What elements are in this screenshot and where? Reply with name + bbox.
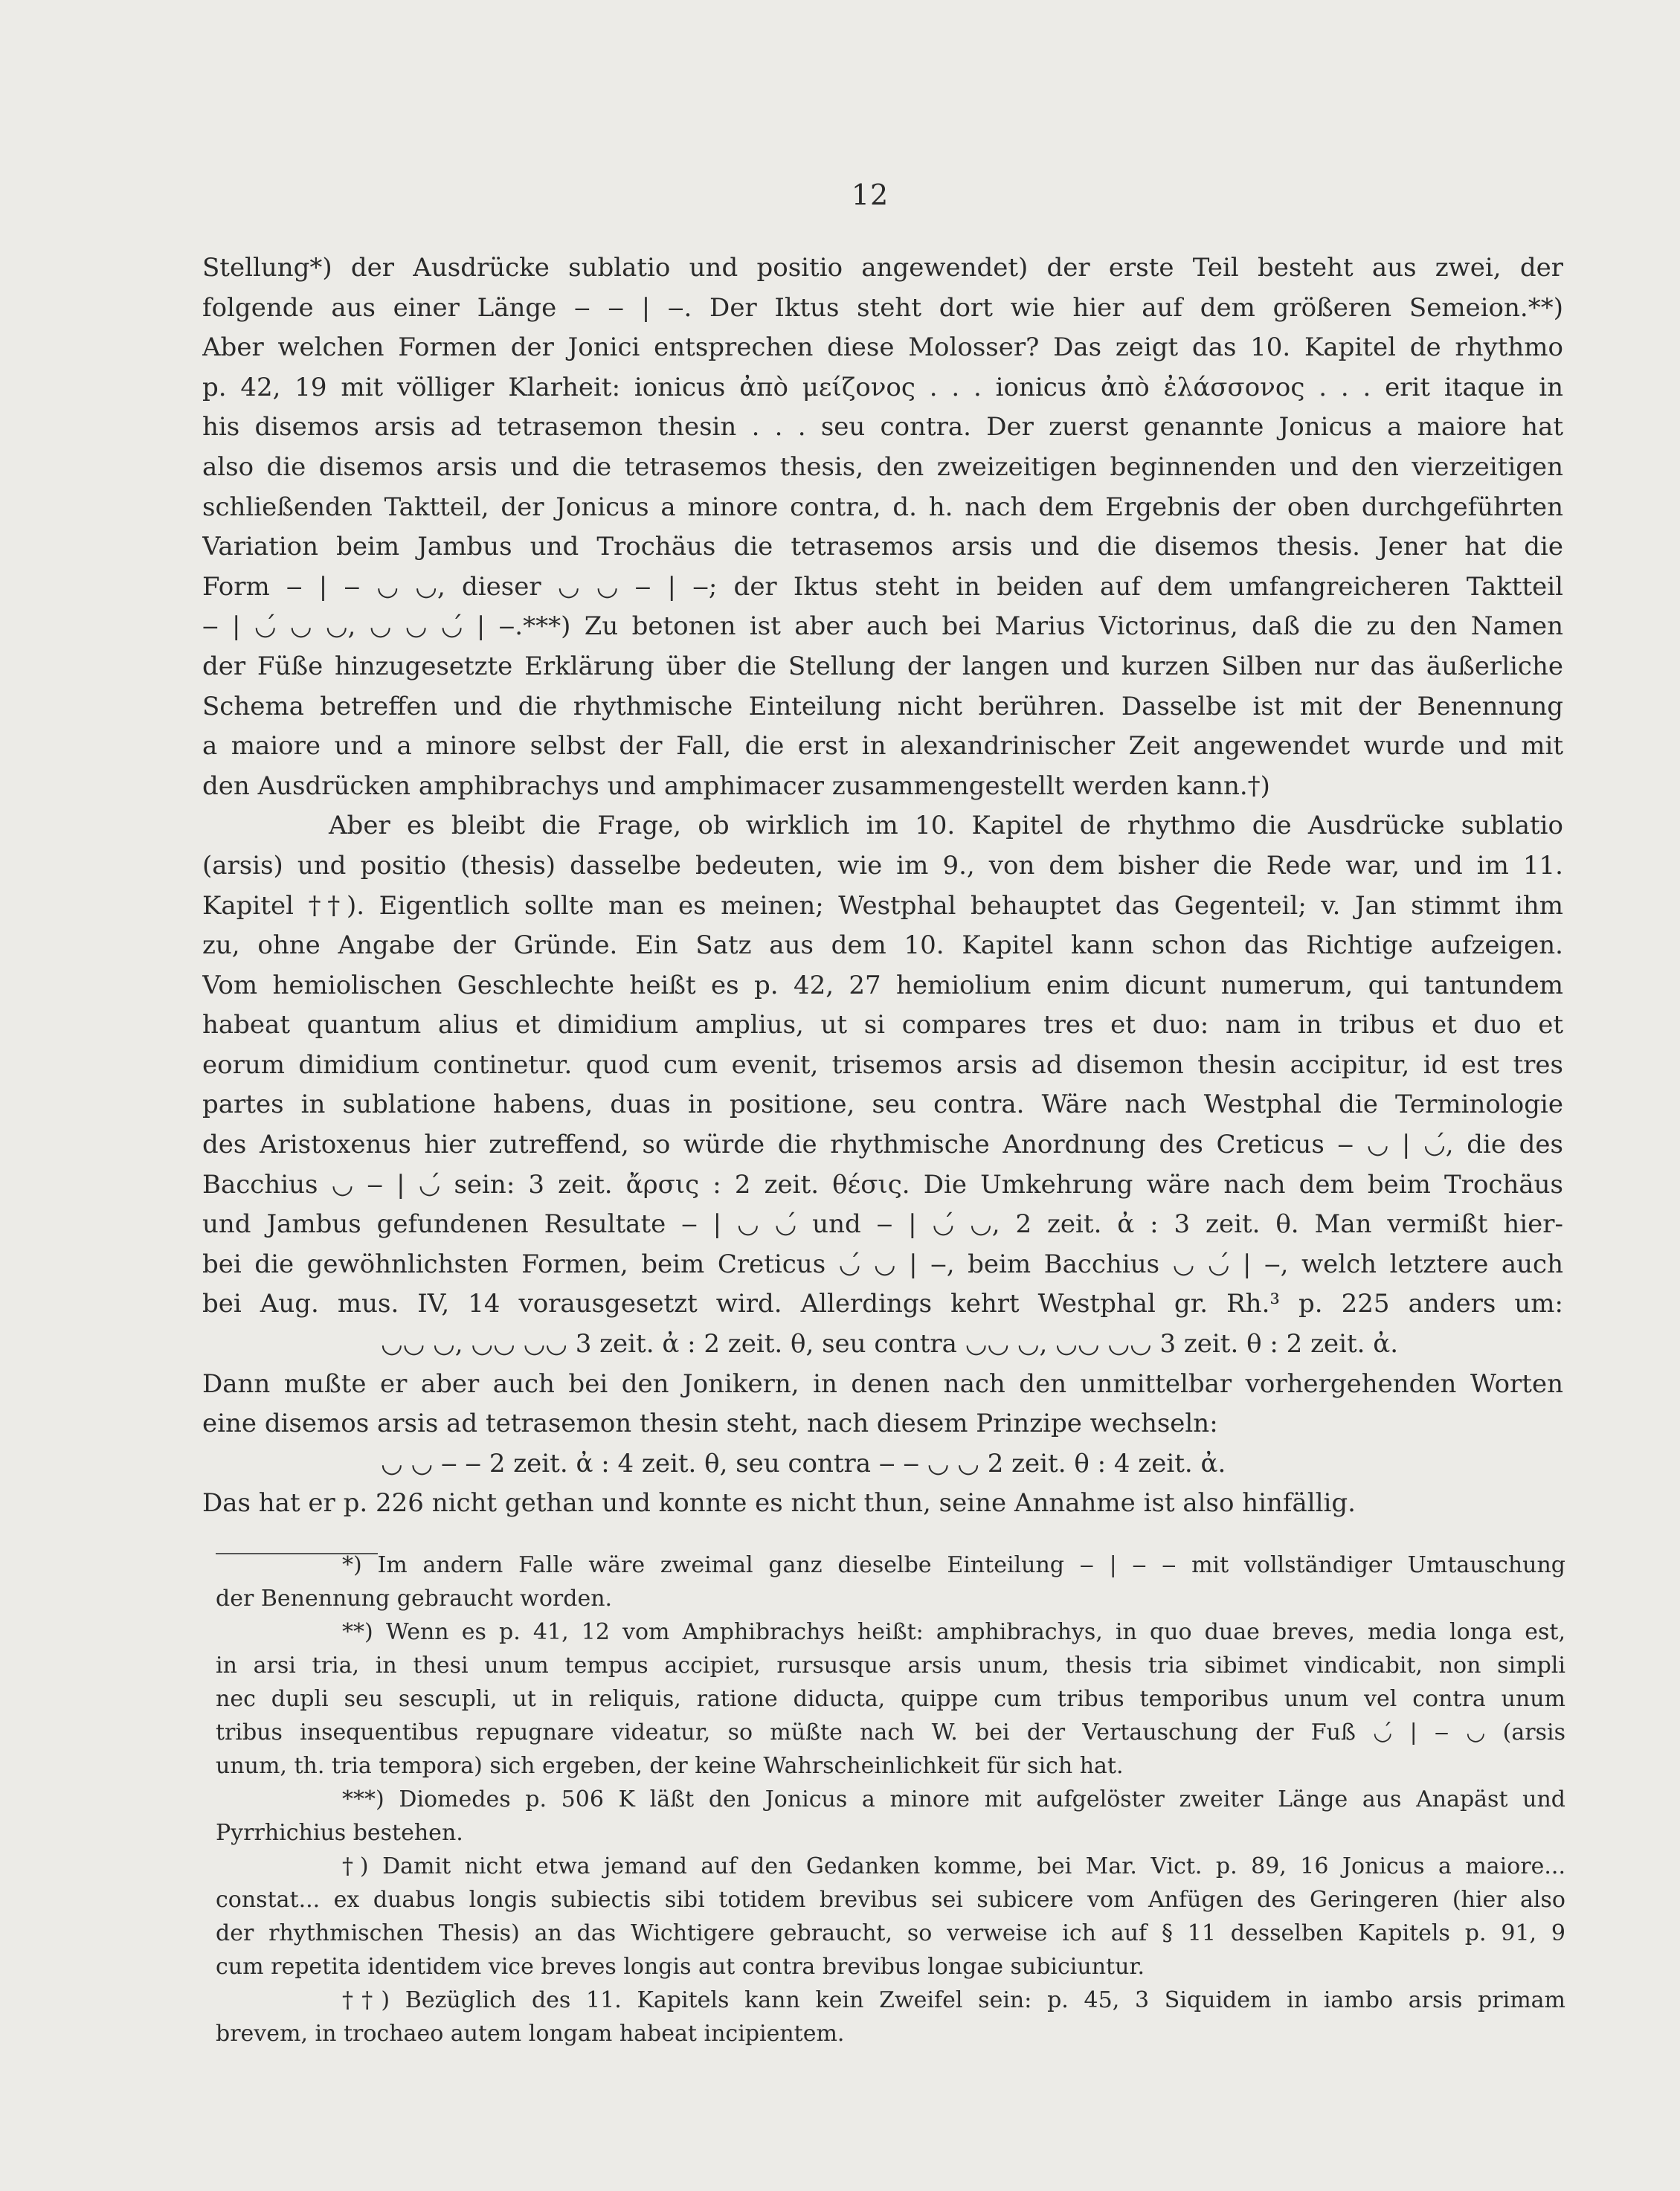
text-line: Kapitel ††). Eigentlich sollte man es meinen; Westphal behauptet das Gegenteil; v. Jan stimmt ihm [202, 890, 1563, 921]
footnote-line: ††) Bezüglich des 11. Kapitels kann kein Zweifel sein: p. 45, 3 Siquidem in iambo arsis primam [342, 1987, 1565, 2013]
text-line: a maiore und a minore selbst der Fall, die erst in alexandrinischer Zeit angewendet wurde und mit [202, 731, 1563, 762]
text-line: den Ausdrücken amphibrachys und amphimacer zusammengestellt werden kann.†) [202, 770, 1270, 801]
text-line: Das hat er p. 226 nicht gethan und konnte es nicht thun, seine Annahme ist also hinfällig. [202, 1488, 1356, 1519]
footnote-line: der Benennung gebraucht worden. [216, 1586, 613, 1612]
text-line: Aber welchen Formen der Jonici entsprechen diese Molosser? Das zeigt das 10. Kapitel de rhythmo [202, 332, 1563, 363]
text-line: Bacchius ◡ ‒ | ◡́ sein: 3 zeit. ἄρσις : 2 zeit. θέσις. Die Umkehrung wäre nach dem beim Trochäus [202, 1169, 1563, 1200]
footnote-line: †) Damit nicht etwa jemand auf den Gedanken komme, bei Mar. Vict. p. 89, 16 Jonicus a maiore... [342, 1853, 1565, 1879]
footnotes-block [216, 1548, 1565, 2050]
footnote-line: cum repetita identidem vice breves longis aut contra brevibus longae subiciuntur. [216, 1954, 1145, 1980]
footnote-line: Pyrrhichius bestehen. [216, 1820, 463, 1846]
text-line: (arsis) und positio (thesis) dasselbe bedeuten, wie im 9., von dem bisher die Rede war, und im 11. [202, 850, 1563, 881]
text-line: eorum dimidium continetur. quod cum evenit, trisemos arsis ad disemon thesin accipitur, id est tres [202, 1049, 1563, 1080]
footnote-line: **) Wenn es p. 41, 12 vom Amphibrachys heißt: amphibrachys, in quo duae breves, media longa est, [342, 1619, 1565, 1645]
text-line: und Jambus gefundenen Resultate ‒ | ◡ ◡́ und ‒ | ◡́ ◡, 2 zeit. ἀ : 3 zeit. θ. Man vermißt hier- [202, 1209, 1563, 1240]
text-line: eine disemos arsis ad tetrasemon thesin steht, nach diesem Prinzipe wechseln: [202, 1409, 1218, 1439]
footnote-line: unum, th. tria tempora) sich ergeben, der keine Wahrscheinlichkeit für sich hat. [216, 1753, 1124, 1779]
footnote-line: der rhythmischen Thesis) an das Wichtigere gebraucht, so verweise ich auf § 11 desselben Kapitels p. 91, 9 [216, 1920, 1565, 1946]
footnote-line: nec dupli seu sescupli, ut in reliquis, ratione diducta, quippe cum tribus temporibus unum vel contra unum [216, 1686, 1565, 1712]
text-line: ◡ ◡ ‒ ‒ 2 zeit. ἀ : 4 zeit. θ, seu contra ‒ ‒ ◡ ◡ 2 zeit. θ : 4 zeit. ἀ. [381, 1448, 1226, 1479]
text-line: also die disemos arsis und die tetrasemos thesis, den zweizeitigen beginnenden und den vierzeitigen [202, 451, 1563, 482]
text-line: bei Aug. mus. IV, 14 vorausgesetzt wird. Allerdings kehrt Westphal gr. Rh.³ p. 225 anders um: [202, 1289, 1563, 1319]
footnote-line: *) Im andern Falle wäre zweimal ganz dieselbe Einteilung ‒ | ‒ ‒ mit vollständiger Umtauschung [342, 1552, 1565, 1578]
text-line: his disemos arsis ad tetrasemon thesin . . . seu contra. Der zuerst genannte Jonicus a maiore hat [202, 412, 1563, 443]
footnote-line: constat... ex duabus longis subiectis sibi totidem brevibus sei subicere vom Anfügen des Geringeren (hier also [216, 1887, 1565, 1913]
text-line: folgende aus einer Länge ‒ ‒ | ‒. Der Iktus steht dort wie hier auf dem größeren Semeion.**) [202, 292, 1563, 323]
text-line: Form ‒ | ‒ ◡ ◡, dieser ◡ ◡ ‒ | ‒; der Iktus steht in beiden auf dem umfangreicheren Taktteil [202, 571, 1563, 602]
page-number: 12 [851, 178, 889, 211]
main-text-block [202, 248, 1563, 1524]
text-line: Variation beim Jambus und Trochäus die tetrasemos arsis und die disemos thesis. Jener hat die [202, 532, 1563, 562]
text-line: bei die gewöhnlichsten Formen, beim Creticus ◡́ ◡ | ‒, beim Bacchius ◡ ◡́ | ‒, welch letztere auch [202, 1249, 1563, 1279]
text-line: Vom hemiolischen Geschlechte heißt es p. 42, 27 hemiolium enim dicunt numerum, qui tantundem [202, 970, 1563, 1000]
text-line: partes in sublatione habens, duas in positione, seu contra. Wäre nach Westphal die Terminologie [202, 1090, 1563, 1120]
text-line: zu, ohne Angabe der Gründe. Ein Satz aus dem 10. Kapitel kann schon das Richtige aufzeigen. [202, 930, 1563, 961]
footnote-line: tribus insequentibus repugnare videatur, so müßte nach W. bei der Vertauschung der Fuß ◡́ | ‒ ◡ (arsis [216, 1719, 1565, 1746]
footnote-line: brevem, in trochaeo autem longam habeat incipientem. [216, 2021, 845, 2047]
text-line: des Aristoxenus hier zutreffend, so würde die rhythmische Anordnung des Creticus ‒ ◡ | ◡́, die des [202, 1130, 1563, 1160]
text-line: Aber es bleibt die Frage, ob wirklich im 10. Kapitel de rhythmo die Ausdrücke sublatio [329, 811, 1563, 841]
text-line: p. 42, 19 mit völliger Klarheit: ionicus ἀπὸ μείζονος . . . ionicus ἀπὸ ἐλάσσονος . . . erit itaque in [202, 372, 1563, 402]
text-line: habeat quantum alius et dimidium amplius, ut si compares tres et duo: nam in tribus et duo et [202, 1010, 1563, 1040]
footnote-line: in arsi tria, in thesi unum tempus accipiet, rursusque arsis unum, thesis tria sibimet vindicabit, non simpli [216, 1653, 1565, 1679]
text-line: ‒ | ◡́ ◡ ◡, ◡ ◡ ◡́ | ‒.***) Zu betonen ist aber auch bei Marius Victorinus, daß die zu den Namen [202, 611, 1563, 642]
text-line: schließenden Taktteil, der Jonicus a minore contra, d. h. nach dem Ergebnis der oben durchgeführten [202, 492, 1563, 522]
text-line: der Füße hinzugesetzte Erklärung über die Stellung der langen und kurzen Silben nur das äußerliche [202, 651, 1563, 681]
text-line: ◡◡ ◡, ◡◡ ◡◡ 3 zeit. ἀ : 2 zeit. θ, seu contra ◡◡ ◡, ◡◡ ◡◡ 3 zeit. θ : 2 zeit. ἀ. [381, 1329, 1399, 1360]
text-line: Dann mußte er aber auch bei den Jonikern, in denen nach den unmittelbar vorhergehenden Worten [202, 1368, 1563, 1399]
text-line: Stellung*) der Ausdrücke sublatio und positio angewendet) der erste Teil besteht aus zwei, der [202, 253, 1563, 283]
footnote-line: ***) Diomedes p. 506 K läßt den Jonicus a minore mit aufgelöster zweiter Länge aus Anapäst und [342, 1786, 1565, 1812]
text-line: Schema betreffen und die rhythmische Einteilung nicht berühren. Dasselbe ist mit der Benennung [202, 691, 1563, 721]
